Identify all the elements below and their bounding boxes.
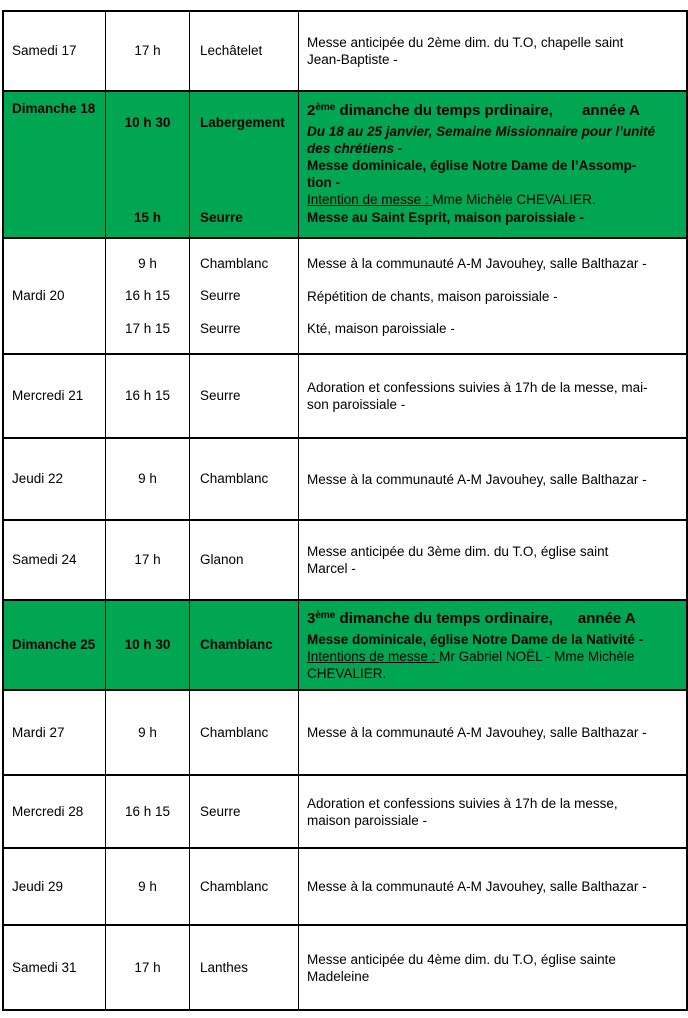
description-stack	[299, 439, 686, 519]
time-cell	[106, 521, 190, 599]
place-value	[200, 256, 298, 272]
text-segment: Jeudi 29	[12, 878, 64, 894]
text-segment: Seurre	[200, 803, 241, 819]
time-value	[106, 637, 189, 653]
text-segment: Samedi 24	[12, 552, 77, 567]
description-stack	[299, 92, 686, 237]
place-cell	[190, 521, 299, 599]
description-paragraph	[307, 209, 681, 226]
description-paragraph	[307, 288, 681, 305]
description-block	[307, 609, 681, 682]
text-segment: 16 h 15	[124, 288, 171, 303]
description-paragraph	[307, 724, 681, 741]
day-label	[12, 725, 105, 741]
day-label	[12, 388, 105, 404]
text-segment: Chamblanc	[200, 255, 269, 271]
time-stack	[106, 601, 189, 689]
text-segment: Seurre	[200, 320, 241, 336]
time-cell	[106, 439, 190, 519]
time-cell	[106, 355, 190, 437]
text-segment: Chamblanc	[200, 724, 269, 740]
text-segment: 2	[307, 102, 316, 119]
day-stack	[4, 239, 105, 353]
day-cell	[4, 12, 106, 90]
text-segment: 17 h	[134, 552, 161, 567]
description-stack	[299, 239, 686, 353]
text-segment: Glanon	[200, 552, 244, 567]
description-paragraph	[307, 951, 681, 985]
day-label	[12, 43, 105, 59]
day-stack	[4, 355, 105, 437]
time-value	[106, 960, 189, 976]
day-cell	[4, 521, 106, 599]
description-block	[307, 209, 681, 226]
place-value	[200, 471, 298, 487]
time-stack	[106, 12, 189, 90]
description-cell	[299, 355, 686, 437]
description-block	[307, 471, 681, 488]
text-segment: Messe anticipée du 2ème dim. du T.O, chapelle saint	[307, 35, 624, 50]
text-segment: dimanche du temps prdinaire, année A	[335, 102, 640, 119]
time-stack	[106, 691, 189, 774]
description-paragraph	[307, 543, 681, 577]
text-segment: Mardi 27	[12, 724, 65, 740]
text-segment: CHEVALIER.	[307, 665, 387, 681]
description-paragraph	[307, 795, 681, 829]
time-value	[106, 552, 189, 568]
day-label	[12, 288, 105, 304]
description-stack	[299, 849, 686, 924]
text-segment: maison paroissiale -	[307, 812, 428, 828]
day-cell	[4, 926, 106, 1009]
description-paragraph	[307, 255, 681, 272]
place-stack	[190, 92, 298, 237]
description-paragraph	[307, 878, 681, 895]
day-stack	[4, 92, 105, 237]
time-value	[106, 210, 189, 226]
time-value	[106, 804, 189, 820]
text-segment: Chamblanc	[200, 637, 273, 652]
description-block	[307, 724, 681, 741]
text-segment: Samedi 31	[12, 959, 77, 975]
place-cell	[190, 239, 299, 353]
text-segment: Madeleine	[307, 968, 370, 984]
table-row	[4, 849, 686, 926]
text-segment: 9 h	[138, 471, 157, 486]
text-segment: Labergement	[200, 115, 285, 130]
table-row	[4, 439, 686, 521]
description-paragraph	[307, 609, 681, 631]
day-label	[12, 552, 105, 568]
description-cell	[299, 12, 686, 90]
description-paragraph	[307, 123, 681, 157]
time-value	[106, 321, 189, 337]
day-label	[12, 879, 105, 895]
schedule-table	[2, 10, 688, 1011]
time-stack	[106, 521, 189, 599]
description-paragraph	[307, 157, 681, 191]
description-paragraph	[307, 320, 681, 337]
table-row	[4, 355, 686, 439]
time-cell	[106, 926, 190, 1009]
description-paragraph	[307, 471, 681, 488]
place-value	[200, 725, 298, 741]
text-segment: Mercredi 28	[12, 803, 84, 819]
place-cell	[190, 355, 299, 437]
text-segment: Mr Gabriel NOËL - Mme Michèle	[439, 648, 635, 664]
text-segment: Marcel -	[307, 561, 356, 576]
text-segment: 10 h 30	[124, 115, 171, 130]
time-stack	[106, 776, 189, 847]
place-stack	[190, 239, 298, 353]
place-stack	[190, 601, 298, 689]
day-label	[12, 101, 105, 117]
day-cell	[4, 239, 106, 353]
text-segment: 16 h 15	[124, 388, 171, 403]
day-stack	[4, 601, 105, 689]
text-segment: Intentions de messe :	[307, 648, 440, 664]
text-segment: Messe au Saint Esprit, maison paroissiale -	[307, 210, 584, 225]
time-stack	[106, 355, 189, 437]
text-segment: Mardi 20	[12, 288, 65, 303]
text-segment: Messe à la communauté A-M Javouhey, salle Balthazar -	[307, 255, 647, 271]
place-stack	[190, 849, 298, 924]
text-segment: Intention de messe :	[307, 192, 433, 207]
description-stack	[299, 926, 686, 1009]
description-cell	[299, 776, 686, 847]
place-cell	[190, 776, 299, 847]
text-segment: Dimanche 18	[12, 101, 96, 116]
day-stack	[4, 849, 105, 924]
description-stack	[299, 12, 686, 90]
description-paragraph	[307, 101, 681, 123]
place-cell	[190, 849, 299, 924]
place-stack	[190, 355, 298, 437]
description-block	[307, 255, 681, 272]
place-cell	[190, 601, 299, 689]
day-stack	[4, 691, 105, 774]
time-stack	[106, 92, 189, 237]
text-segment: Kté, maison paroissiale -	[307, 321, 455, 337]
place-stack	[190, 691, 298, 774]
place-value	[200, 879, 298, 895]
time-value	[106, 43, 189, 59]
day-cell	[4, 691, 106, 774]
time-value	[106, 879, 189, 895]
text-segment: Messe à la communauté A-M Javouhey, salle Balthazar -	[307, 879, 647, 894]
description-cell	[299, 849, 686, 924]
text-segment: Messe dominicale, église Notre Dame de la Nativité -	[307, 631, 644, 647]
table-row	[4, 691, 686, 776]
text-segment: Messe anticipée du 3ème dim. du T.O, église saint	[307, 544, 609, 559]
text-segment: Messe à la communauté A-M Javouhey, salle Balthazar -	[307, 471, 647, 487]
description-cell	[299, 521, 686, 599]
description-stack	[299, 776, 686, 847]
description-block	[307, 101, 681, 208]
place-stack	[190, 776, 298, 847]
day-stack	[4, 926, 105, 1009]
time-cell	[106, 691, 190, 774]
text-segment: Du 18 au 25 janvier, Semaine Missionnaire pour l’unité	[307, 124, 656, 139]
place-value	[200, 804, 298, 820]
text-segment: 17 h 15	[124, 320, 171, 336]
place-stack	[190, 439, 298, 519]
text-segment: Mme Michèle CHEVALIER.	[432, 192, 596, 207]
time-value	[106, 115, 189, 131]
place-value	[200, 43, 298, 59]
description-paragraph	[307, 648, 681, 682]
text-segment: Adoration et confessions suivies à 17h de la messe,	[307, 795, 618, 811]
table-row	[4, 12, 686, 92]
day-cell	[4, 92, 106, 237]
place-value	[200, 960, 298, 976]
place-value	[200, 321, 298, 337]
text-segment: Lanthes	[200, 959, 249, 975]
time-cell	[106, 92, 190, 237]
time-value	[106, 256, 189, 272]
time-cell	[106, 776, 190, 847]
table-row	[4, 926, 686, 1009]
description-block	[307, 878, 681, 895]
text-segment: 10 h 30	[124, 637, 171, 652]
description-paragraph	[307, 34, 681, 68]
description-paragraph	[307, 191, 681, 208]
place-value	[200, 388, 298, 404]
place-value	[200, 552, 298, 568]
text-segment: son paroissiale -	[307, 397, 406, 412]
description-cell	[299, 239, 686, 353]
place-value	[200, 210, 298, 226]
day-cell	[4, 849, 106, 924]
time-stack	[106, 926, 189, 1009]
description-block	[307, 543, 681, 577]
text-segment: 17 h	[134, 43, 161, 58]
place-cell	[190, 12, 299, 90]
place-value	[200, 288, 298, 304]
table-row	[4, 92, 686, 239]
day-cell	[4, 355, 106, 437]
day-stack	[4, 12, 105, 90]
text-segment: Seurre	[200, 388, 241, 403]
text-segment: ème	[315, 609, 336, 621]
text-segment: 17 h	[134, 959, 161, 975]
day-cell	[4, 601, 106, 689]
place-cell	[190, 92, 299, 237]
text-segment: Jean-Baptiste -	[307, 52, 398, 67]
table-row	[4, 601, 686, 691]
description-cell	[299, 601, 686, 689]
text-segment: Samedi 17	[12, 43, 77, 58]
text-segment: Répétition de chants, maison paroissiale -	[307, 288, 558, 304]
description-block	[307, 34, 681, 68]
text-segment: Seurre	[200, 288, 241, 303]
text-segment: Mercredi 21	[12, 388, 84, 403]
table-row	[4, 521, 686, 601]
text-segment: Messe dominicale, église Notre Dame de l’Assomp-	[307, 158, 637, 173]
description-stack	[299, 601, 686, 689]
day-label	[12, 960, 105, 976]
day-label	[12, 471, 105, 487]
text-segment: Messe à la communauté A-M Javouhey, salle Balthazar -	[307, 725, 647, 740]
text-segment: Adoration et confessions suivies à 17h de la messe, mai-	[307, 380, 648, 395]
text-segment: des chrétiens -	[307, 141, 403, 156]
text-segment: Lechâtelet	[200, 43, 263, 58]
text-segment: 16 h 15	[124, 803, 171, 819]
table-row	[4, 239, 686, 355]
time-stack	[106, 239, 189, 353]
day-label	[12, 804, 105, 820]
text-segment: ème	[315, 102, 336, 113]
text-segment: Messe anticipée du 4ème dim. du T.O, église sainte	[307, 951, 616, 967]
description-block	[307, 379, 681, 413]
description-paragraph	[307, 631, 681, 648]
description-stack	[299, 691, 686, 774]
text-segment: 9 h	[138, 878, 157, 894]
text-segment: Dimanche 25	[12, 637, 96, 652]
description-block	[307, 951, 681, 985]
text-segment: Chamblanc	[200, 878, 269, 894]
text-segment: 3	[307, 609, 316, 627]
description-stack	[299, 521, 686, 599]
description-block	[307, 795, 681, 829]
description-cell	[299, 92, 686, 237]
time-value	[106, 388, 189, 404]
description-cell	[299, 439, 686, 519]
time-value	[106, 725, 189, 741]
time-cell	[106, 601, 190, 689]
day-stack	[4, 776, 105, 847]
text-segment: Seurre	[200, 210, 243, 225]
text-segment: Chamblanc	[200, 471, 269, 486]
place-stack	[190, 521, 298, 599]
text-segment: dimanche du temps ordinaire, année A	[335, 609, 636, 627]
place-stack	[190, 926, 298, 1009]
description-block	[307, 320, 681, 337]
text-segment: 9 h	[138, 255, 157, 271]
time-cell	[106, 239, 190, 353]
place-value	[200, 115, 298, 131]
place-cell	[190, 439, 299, 519]
day-stack	[4, 439, 105, 519]
time-stack	[106, 849, 189, 924]
description-block	[307, 288, 681, 305]
text-segment: 15 h	[133, 210, 161, 225]
text-segment: 9 h	[138, 724, 157, 740]
time-value	[106, 288, 189, 304]
day-cell	[4, 776, 106, 847]
description-cell	[299, 926, 686, 1009]
text-segment: tion -	[307, 175, 340, 190]
time-stack	[106, 439, 189, 519]
description-stack	[299, 355, 686, 437]
description-paragraph	[307, 379, 681, 413]
place-cell	[190, 926, 299, 1009]
time-value	[106, 471, 189, 487]
place-cell	[190, 691, 299, 774]
text-segment: Jeudi 22	[12, 471, 64, 486]
day-cell	[4, 439, 106, 519]
place-stack	[190, 12, 298, 90]
table-row	[4, 776, 686, 849]
description-cell	[299, 691, 686, 774]
time-cell	[106, 12, 190, 90]
day-label	[12, 637, 105, 653]
time-cell	[106, 849, 190, 924]
place-value	[200, 637, 298, 653]
day-stack	[4, 521, 105, 599]
